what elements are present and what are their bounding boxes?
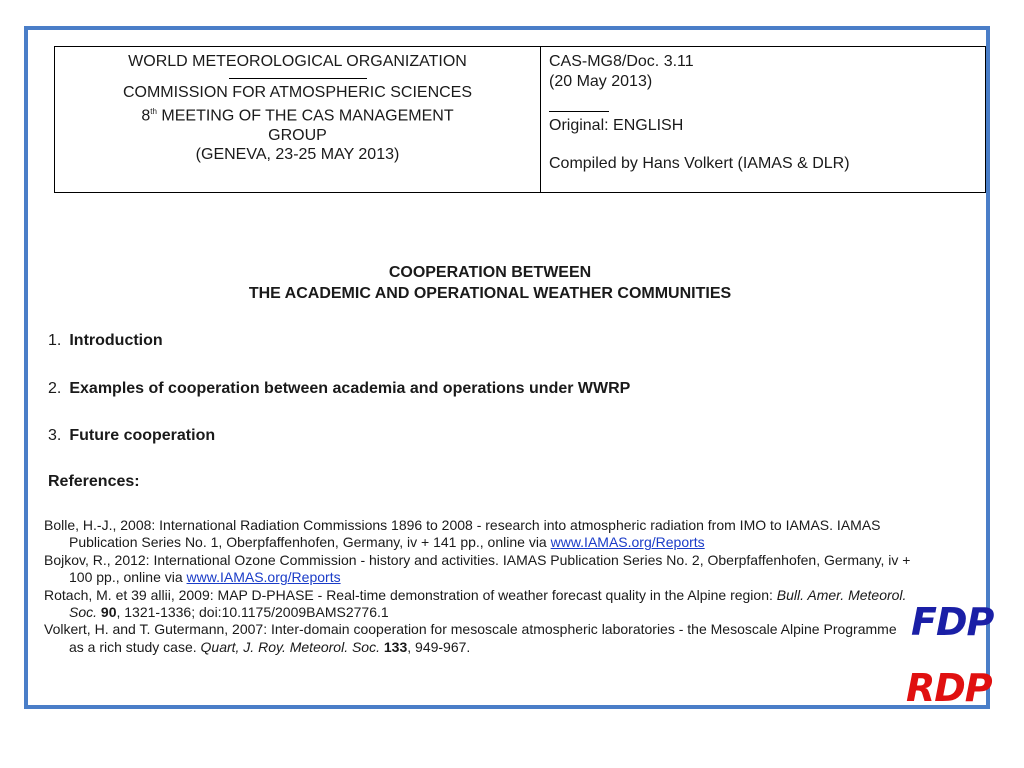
- reference-item: [44, 552, 914, 587]
- reference-text: Bojkov, R., 2012: International Ozone Commission - history and activities. IAMAS Publication Series No. 2, Oberpfaffenhofen, Germany, iv + 100 pp., online via: [44, 551, 911, 586]
- reference-link[interactable]: www.IAMAS.org/Reports: [550, 534, 705, 551]
- doc-ref: CAS-MG8/Doc. 3.11: [549, 53, 694, 70]
- divider-rule: [229, 78, 367, 79]
- title-line-1: COOPERATION BETWEEN: [388, 264, 592, 281]
- reference-volume: 90: [100, 604, 117, 621]
- reference-text: Volkert, H. and T. Gutermann, 2007: Inter-domain cooperation for mesoscale atmospheric laboratories - the Mesoscale Alpine Programme as a rich study case.: [44, 621, 897, 655]
- doc-date: (20 May 2013): [549, 72, 653, 90]
- section-title: Future cooperation: [69, 427, 216, 444]
- commission-name: COMMISSION FOR ATMOSPHERIC SCIENCES: [122, 83, 473, 101]
- meeting-text: MEETING OF THE CAS MANAGEMENT: [156, 107, 454, 125]
- org-name: WORLD METEOROLOGICAL ORGANIZATION: [128, 53, 467, 70]
- meeting-line: [55, 102, 540, 126]
- section-title: Examples of cooperation between academia and operations under WWRP: [69, 380, 631, 397]
- section-3: [48, 427, 215, 445]
- references-list: [44, 517, 914, 656]
- doc-original-language: Original: ENGLISH: [549, 117, 684, 134]
- title-line-2: THE ACADEMIC AND OPERATIONAL WEATHER COMMUNITIES: [248, 285, 732, 302]
- meeting-ordinal-suffix: th: [150, 107, 157, 116]
- section-number: 2.: [48, 380, 62, 397]
- slide-frame: [24, 26, 994, 710]
- header-table: [54, 46, 986, 193]
- meeting-group: GROUP: [268, 126, 327, 144]
- meeting-venue: (GENEVA, 23-25 MAY 2013): [195, 146, 400, 164]
- reference-item: [44, 587, 914, 622]
- doc-compiled-by: Compiled by Hans Volkert (IAMAS & DLR): [549, 154, 850, 172]
- section-1: [48, 332, 163, 350]
- reference-item: [44, 517, 914, 552]
- section-2: [48, 380, 630, 398]
- document-title: [28, 262, 952, 304]
- references-heading: References:: [48, 473, 140, 490]
- reference-pages: , 1321-1336; doi:10.1175/2009BAMS2776.1: [116, 604, 389, 621]
- divider-rule-right: [549, 111, 609, 112]
- header-left-cell: [55, 47, 541, 192]
- header-right-cell: [541, 47, 985, 192]
- rdp-badge: RDP: [906, 666, 992, 710]
- reference-journal: Bull. Amer. Meteorol. Soc.: [69, 586, 907, 621]
- reference-volume: 133: [383, 638, 408, 655]
- section-title: Introduction: [69, 332, 163, 349]
- reference-text: Bolle, H.-J., 2008: International Radiation Commissions 1896 to 2008 - research into atmospheric radiation from IMO to IAMAS. IAMAS Publication Series No. 1, Oberpfaffenhofen, Germany, iv + 141 pp., online via: [44, 517, 881, 551]
- fdp-badge: FDP: [911, 600, 994, 644]
- reference-item: [44, 621, 914, 656]
- reference-journal: Quart, J. Roy. Meteorol. Soc.: [200, 638, 380, 655]
- reference-link[interactable]: www.IAMAS.org/Reports: [186, 569, 341, 586]
- meeting-ordinal: 8: [141, 107, 151, 125]
- section-number: 1.: [48, 332, 62, 349]
- reference-pages: , 949-967.: [407, 638, 471, 655]
- reference-text: Rotach, M. et 39 allii, 2009: MAP D-PHASE - Real-time demonstration of weather forecast quality in the Alpine region:: [44, 586, 777, 603]
- section-number: 3.: [48, 427, 62, 444]
